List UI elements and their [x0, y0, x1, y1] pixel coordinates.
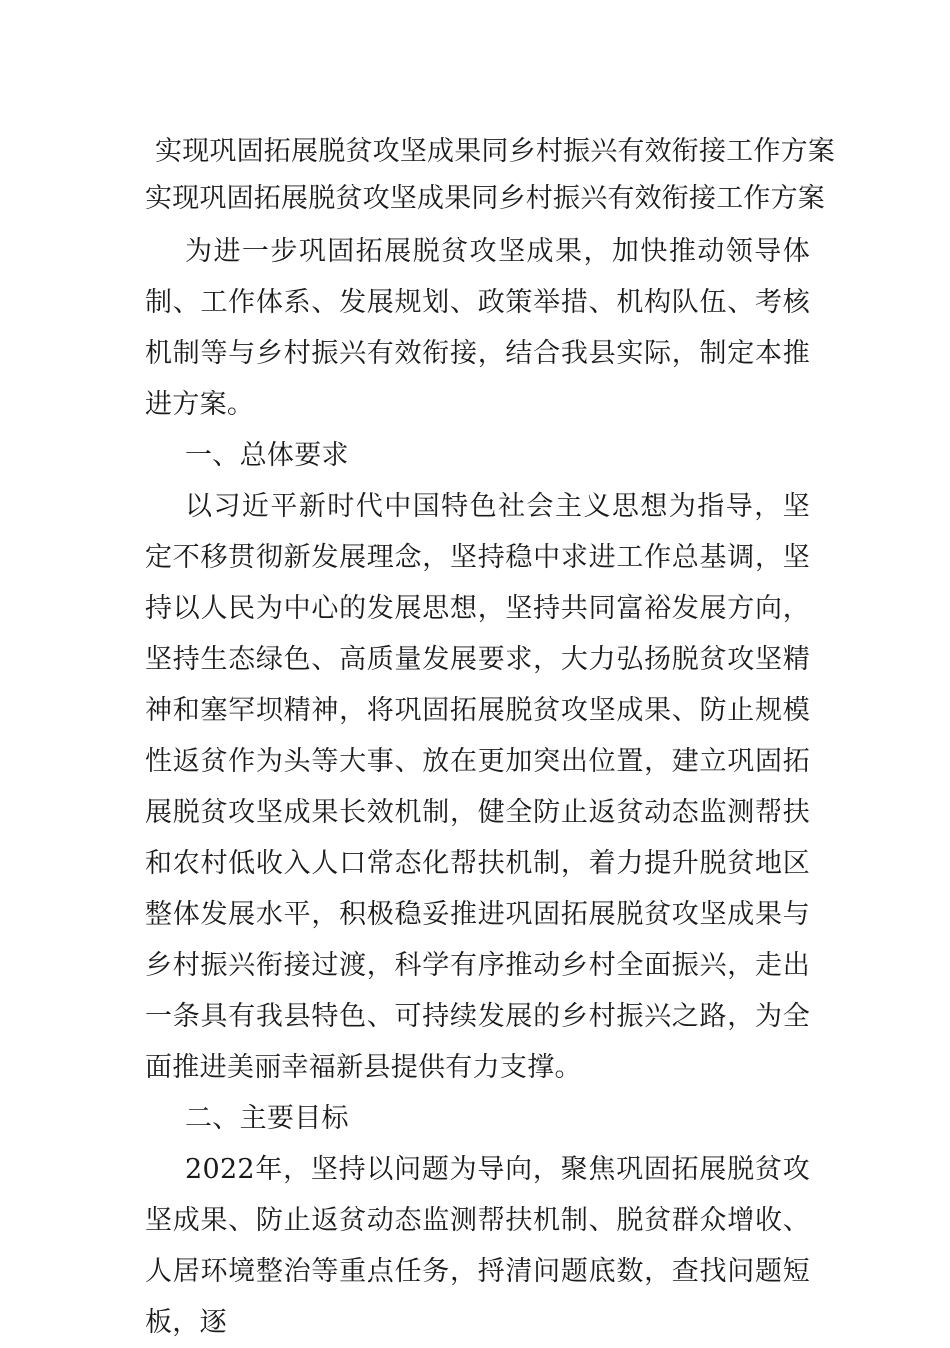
intro-paragraph: 为进一步巩固拓展脱贫攻坚成果，加快推动领导体制、工作体系、发展规划、政策举措、机构队伍、考核机制等与乡村振兴有效衔接，结合我县实际，制定本推进方案。	[145, 236, 810, 420]
document-body	[145, 226, 810, 1348]
main-goals-paragraph: 2022年，坚持以问题为导向，聚焦巩固拓展脱贫攻坚成果、防止返贫动态监测帮扶机制、脱贫群众增收、人居环境整治等重点任务，捋清问题底数，查找问题短板，逐	[145, 1154, 810, 1338]
document-title: 实现巩固拓展脱贫攻坚成果同乡村振兴有效衔接工作方案	[155, 136, 835, 167]
section-heading-general-requirements: 一、总体要求	[185, 440, 349, 471]
document-title-repeat: 实现巩固拓展脱贫攻坚成果同乡村振兴有效衔接工作方案	[145, 183, 825, 214]
general-requirements-paragraph: 以习近平新时代中国特色社会主义思想为指导，坚定不移贯彻新发展理念，坚持稳中求进工作总基调，坚持以人民为中心的发展思想，坚持共同富裕发展方向，坚持生态绿色、高质量发展要求，大力弘扬脱贫攻坚精神和塞罕坝精神，将巩固拓展脱贫攻坚成果、防止规模性返贫作为头等大事、放在更加突出位置，建立巩固拓展脱贫攻坚成果长效机制，健全防止返贫动态监测帮扶和农村低收入人口常态化帮扶机制，着力提升脱贫地区整体发展水平，积极稳妥推进巩固拓展脱贫攻坚成果与乡村振兴衔接过渡，科学有序推动乡村全面振兴，走出一条具有我县特色、可持续发展的乡村振兴之路，为全面推进美丽幸福新县提供有力支撑。	[145, 491, 810, 1083]
section-heading-main-goals: 二、主要目标	[185, 1103, 349, 1134]
